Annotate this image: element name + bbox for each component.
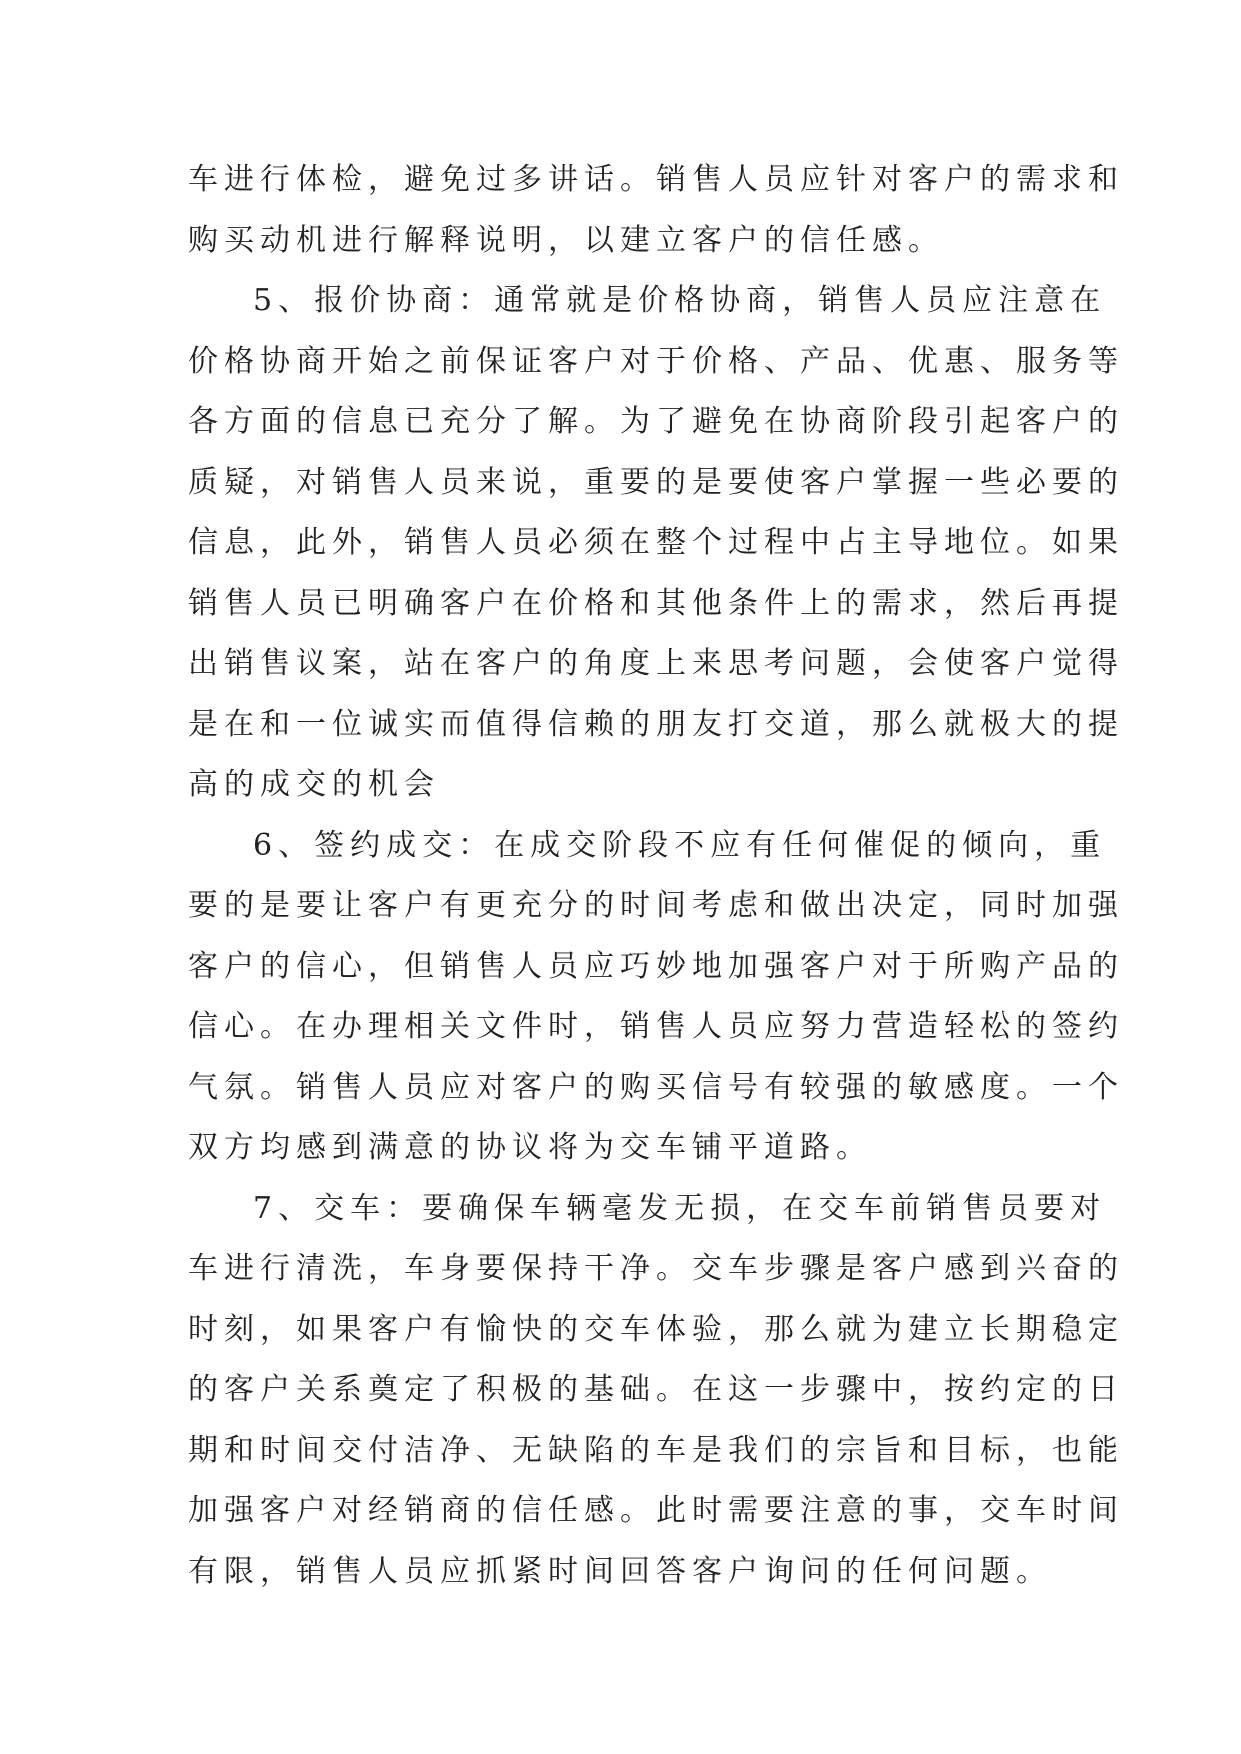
text-line: 双方均感到满意的协议将为交车铺平道路。 [188, 1130, 872, 1165]
text-line: 高的成交的机会 [188, 767, 440, 802]
body-text [188, 150, 1124, 1602]
text-line: 信心。在办理相关文件时，销售人员应努力营造轻松的签约 [188, 1009, 1124, 1044]
text-line: 购买动机进行解释说明，以建立客户的信任感。 [188, 222, 944, 258]
text-line: 信息，此外，销售人员必须在整个过程中占主导地位。如果 [188, 525, 1124, 560]
text-line: 气氛。销售人员应对客户的购买信号有较强的敏感度。一个 [188, 1069, 1124, 1105]
text-line: 期和时间交付洁净、无缺陷的车是我们的宗旨和目标，也能 [188, 1432, 1124, 1468]
text-line: 车进行清洗，车身要保持干净。交车步骤是客户感到兴奋的 [188, 1251, 1124, 1286]
text-line: 要的是要让客户有更充分的时间考虑和做出决定，同时加强 [188, 888, 1124, 923]
text-line: 质疑，对销售人员来说，重要的是要使客户掌握一些必要的 [188, 464, 1124, 500]
text-line: 加强客户对经销商的信任感。此时需要注意的事，交车时间 [188, 1493, 1124, 1528]
paragraph-6-start: 6、签约成交：在成交阶段不应有任何催促的倾向，重 [253, 827, 1107, 863]
text-line: 车进行体检，避免过多讲话。销售人员应针对客户的需求和 [188, 162, 1124, 197]
paragraph-5-start: 5、报价协商：通常就是价格协商，销售人员应注意在 [253, 283, 1107, 318]
text-line: 客户的信心，但销售人员应巧妙地加强客户对于所购产品的 [188, 948, 1124, 984]
text-line: 销售人员已明确客户在价格和其他条件上的需求，然后再提 [188, 585, 1124, 621]
text-line: 各方面的信息已充分了解。为了避免在协商阶段引起客户的 [188, 404, 1124, 439]
text-line: 出销售议案，站在客户的角度上来思考问题，会使客户觉得 [188, 646, 1124, 681]
text-line: 有限，销售人员应抓紧时间回答客户询问的任何问题。 [188, 1553, 1052, 1589]
paragraph-7-start: 7、交车：要确保车辆毫发无损，在交车前销售员要对 [253, 1190, 1107, 1226]
text-line: 是在和一位诚实而值得信赖的朋友打交道，那么就极大的提 [188, 706, 1124, 742]
text-line: 时刻，如果客户有愉快的交车体验，那么就为建立长期稳定 [188, 1311, 1124, 1347]
text-line: 的客户关系奠定了积极的基础。在这一步骤中，按约定的日 [188, 1372, 1124, 1407]
text-line: 价格协商开始之前保证客户对于价格、产品、优惠、服务等 [188, 343, 1124, 379]
